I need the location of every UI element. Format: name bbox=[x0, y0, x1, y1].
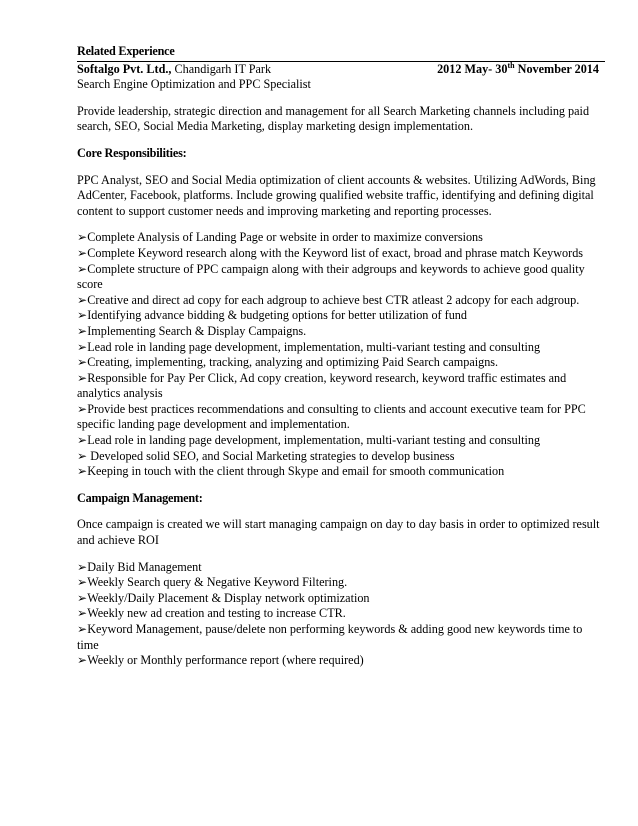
list-item bbox=[77, 464, 605, 480]
campaign-management-list bbox=[77, 560, 605, 669]
arrow-bullet-icon: ➢ bbox=[77, 261, 88, 276]
arrow-bullet-icon: ➢ bbox=[77, 575, 88, 590]
list-item bbox=[77, 606, 605, 622]
list-item-text: Weekly Search query & Negative Keyword Filtering. bbox=[87, 575, 348, 590]
list-item-text: Complete Analysis of Landing Page or website in order to maximize conversions bbox=[87, 230, 483, 245]
arrow-bullet-icon: ➢ bbox=[77, 464, 88, 479]
arrow-bullet-icon: ➢ bbox=[77, 308, 88, 323]
list-item bbox=[77, 246, 605, 262]
list-item bbox=[77, 230, 605, 246]
core-intro-paragraph: PPC Analyst, SEO and Social Media optimization of client accounts & websites. Utilizing AdWords, Bing AdCenter, Facebook, platforms. Include growing qualified website traffic, identifying and defining digital content to support customer needs and improving marketing and reporting processes. bbox=[77, 172, 596, 218]
list-item bbox=[77, 591, 605, 607]
list-item-text: Lead role in landing page development, implementation, multi-variant testing and consulting bbox=[87, 339, 541, 354]
list-item-text: Creating, implementing, tracking, analyzing and optimizing Paid Search campaigns. bbox=[87, 355, 499, 370]
job-dates bbox=[437, 62, 605, 78]
campaign-intro-paragraph: Once campaign is created we will start managing campaign on day to day basis in order to optimized result and achieve ROI bbox=[77, 517, 600, 548]
arrow-bullet-icon: ➢ bbox=[77, 355, 88, 370]
list-item-text: Daily Bid Management bbox=[87, 559, 202, 574]
list-item bbox=[77, 262, 605, 293]
arrow-bullet-icon: ➢ bbox=[77, 433, 88, 448]
related-experience-heading: Related Experience bbox=[77, 44, 175, 58]
list-item bbox=[77, 653, 605, 669]
list-item bbox=[77, 402, 605, 433]
list-item-text: Complete Keyword research along with the Keyword list of exact, broad and phrase match Keywords bbox=[87, 245, 584, 260]
arrow-bullet-icon: ➢ bbox=[77, 245, 88, 260]
list-item-text: Provide best practices recommendations and consulting to clients and account executive team for PPC specific landing page development and implementation. bbox=[77, 401, 586, 432]
list-item bbox=[77, 433, 605, 449]
list-item-text: Weekly/Daily Placement & Display network optimization bbox=[87, 590, 370, 605]
arrow-bullet-icon: ➢ bbox=[77, 559, 88, 574]
arrow-bullet-icon: ➢ bbox=[77, 590, 88, 605]
job-role: Search Engine Optimization and PPC Specialist bbox=[77, 77, 311, 92]
job-entry bbox=[77, 61, 605, 93]
arrow-bullet-icon: ➢ bbox=[77, 230, 88, 245]
list-item bbox=[77, 324, 605, 340]
dates-start: 2012 May- 30 bbox=[437, 61, 508, 76]
list-item-text: Keeping in touch with the client through Skype and email for smooth communication bbox=[87, 464, 505, 479]
arrow-bullet-icon: ➢ bbox=[77, 292, 88, 307]
list-item bbox=[77, 308, 605, 324]
arrow-bullet-icon: ➢ bbox=[77, 370, 88, 385]
list-item-text: Creative and direct ad copy for each adgroup to achieve best CTR atleast 2 adcopy for each adgroup. bbox=[87, 292, 580, 307]
company-location bbox=[77, 62, 271, 78]
list-item-text: Implementing Search & Display Campaigns. bbox=[87, 323, 307, 338]
core-responsibilities-heading: Core Responsibilities: bbox=[77, 145, 187, 160]
list-item bbox=[77, 449, 605, 465]
job-header-line bbox=[77, 62, 605, 78]
list-item-text: Weekly or Monthly performance report (where required) bbox=[87, 653, 364, 668]
arrow-bullet-icon: ➢ bbox=[77, 401, 88, 416]
arrow-bullet-icon: ➢ bbox=[77, 653, 88, 668]
arrow-bullet-icon: ➢ bbox=[77, 606, 88, 621]
list-item bbox=[77, 340, 605, 356]
list-item-text: Identifying advance bidding & budgeting options for better utilization of fund bbox=[87, 308, 467, 323]
arrow-bullet-icon: ➢ bbox=[77, 339, 88, 354]
dates-sup: th bbox=[507, 60, 515, 70]
list-item-text: Weekly new ad creation and testing to increase CTR. bbox=[87, 606, 346, 621]
job-location: Chandigarh IT Park bbox=[171, 61, 272, 76]
list-item-text: Complete structure of PPC campaign along with their adgroups and keywords to achieve good quality score bbox=[77, 261, 585, 292]
list-item bbox=[77, 293, 605, 309]
list-item-text: Developed solid SEO, and Social Marketing strategies to develop business bbox=[87, 448, 455, 463]
campaign-management-heading: Campaign Management: bbox=[77, 490, 203, 505]
list-item-text: Keyword Management, pause/delete non performing keywords & adding good new keywords time to time bbox=[77, 622, 583, 652]
list-item bbox=[77, 371, 605, 402]
arrow-bullet-icon: ➢ bbox=[77, 323, 88, 338]
resume-page bbox=[77, 44, 605, 669]
dates-end: November 2014 bbox=[514, 61, 599, 76]
list-item bbox=[77, 622, 605, 653]
arrow-bullet-icon: ➢ bbox=[77, 448, 88, 463]
list-item bbox=[77, 560, 605, 576]
list-item bbox=[77, 355, 605, 371]
list-item bbox=[77, 575, 605, 591]
arrow-bullet-icon: ➢ bbox=[77, 622, 88, 636]
company-name: Softalgo Pvt. Ltd., bbox=[77, 61, 172, 76]
core-responsibilities-list bbox=[77, 230, 605, 480]
list-item-text: Lead role in landing page development, implementation, multi-variant testing and consulting bbox=[87, 433, 541, 448]
list-item-text: Responsible for Pay Per Click, Ad copy creation, keyword research, keyword traffic estimates and analytics analysis bbox=[77, 370, 567, 401]
summary-paragraph: Provide leadership, strategic direction and management for all Search Marketing channels including paid search, SEO, Social Media Marketing, display marketing design implementation. bbox=[77, 103, 590, 134]
